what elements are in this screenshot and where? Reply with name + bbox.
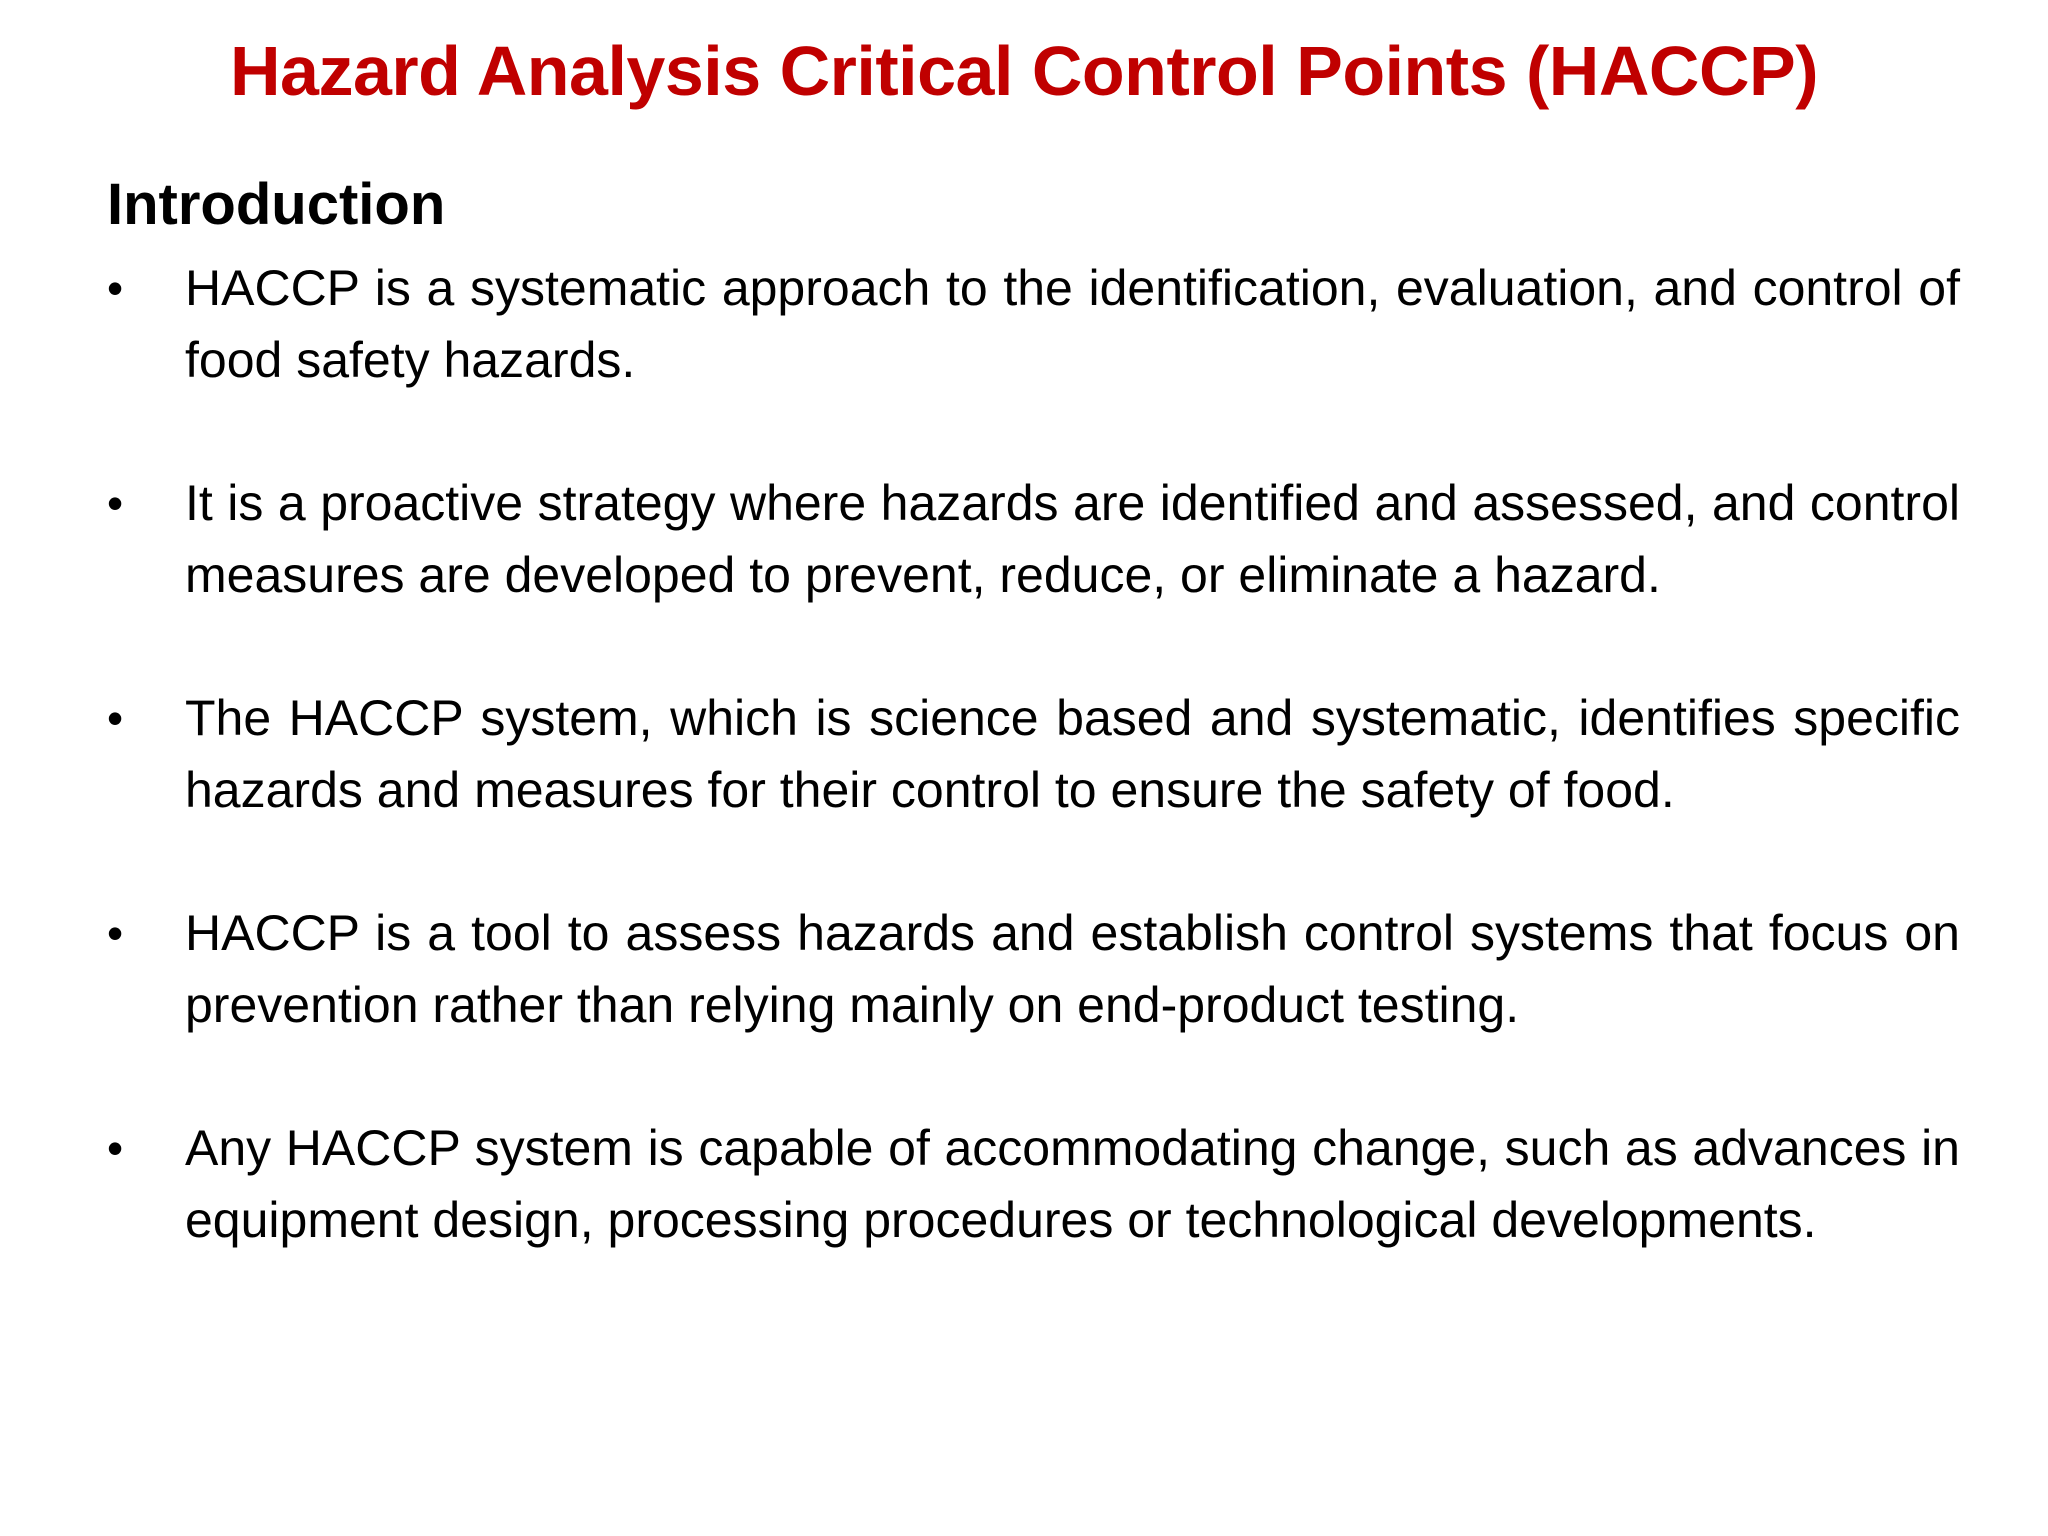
section-heading: Introduction <box>107 172 446 237</box>
bullet-item <box>107 682 1960 826</box>
bullet-icon: • <box>107 262 124 314</box>
bullet-icon: • <box>107 477 124 529</box>
bullet-item <box>107 897 1960 1041</box>
bullet-item <box>107 252 1960 396</box>
bullet-text: The HACCP system, which is science based and systematic, identifies specific hazards and measures for their control to ensure the safety of food. <box>185 690 1960 818</box>
bullet-icon: • <box>107 1122 124 1174</box>
bullet-icon: • <box>107 692 124 744</box>
slide-title: Hazard Analysis Critical Control Points (HACCP) <box>229 32 1819 110</box>
bullet-text: It is a proactive strategy where hazards are identified and assessed, and control measures are developed to prevent, reduce, or eliminate a hazard. <box>185 475 1960 603</box>
bullet-text: HACCP is a systematic approach to the identification, evaluation, and control of food safety hazards. <box>185 260 1960 388</box>
bullet-text: Any HACCP system is capable of accommodating change, such as advances in equipment design, processing procedures or technological developments. <box>185 1120 1960 1248</box>
bullet-icon: • <box>107 907 124 959</box>
bullet-item <box>107 1112 1960 1256</box>
bullet-list <box>107 252 1960 1256</box>
bullet-text: HACCP is a tool to assess hazards and establish control systems that focus on prevention rather than relying mainly on end-product testing. <box>185 905 1960 1033</box>
bullet-item <box>107 467 1960 611</box>
